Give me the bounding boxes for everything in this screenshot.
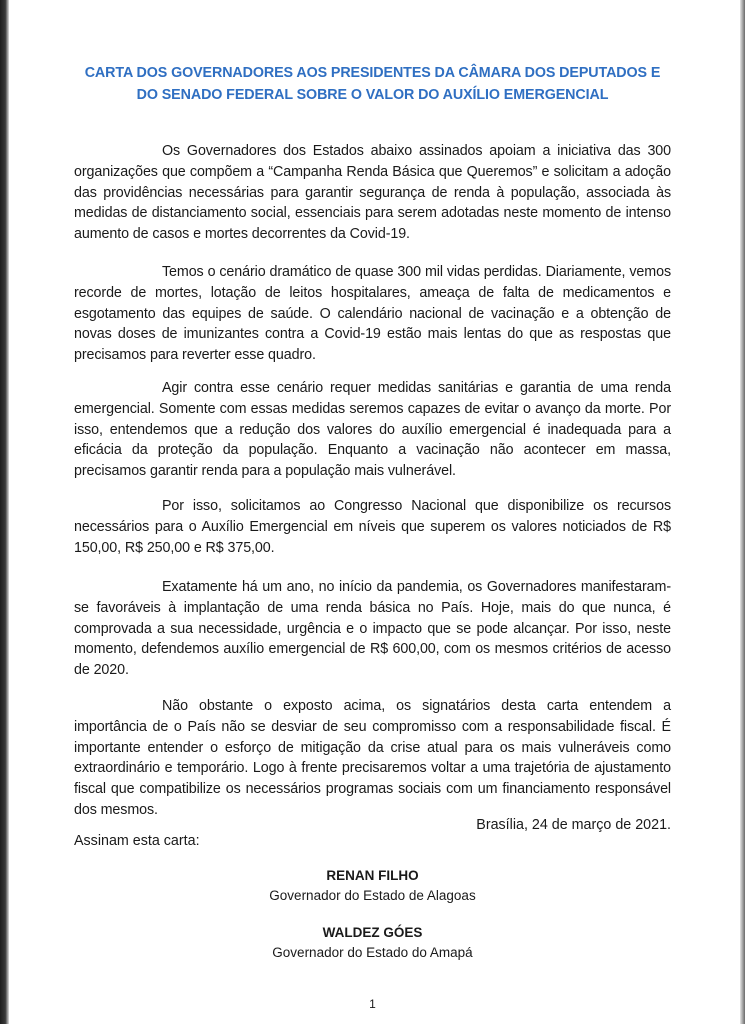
body-paragraph: Agir contra esse cenário requer medidas sanitárias e garantia de uma renda emergencial. Somente com essas medidas seremos capazes de evitar o avanço da morte. Por isso, entendemos que a redução dos valores do auxílio emergencial é inadequada para a eficácia da proteção da população. Enquanto a vacinação não acontecer em massa, precisamos garantir renda para a população mais vulnerável. xyxy=(74,380,671,480)
signer-name: RENAN FILHO xyxy=(326,868,419,883)
body-paragraph: Não obstante o exposto acima, os signatários desta carta entendem a importância de o País não se desviar de seu compromisso com a responsabilidade fiscal. É importante entender o esforço de mitigação da crise atual para os mais vulneráveis como extraordinário e temporário. Logo à frente precisaremos voltar a uma trajetória de ajustamento fiscal que compatibilize os necessários programas sociais com um financiamento responsável dos mesmos. xyxy=(74,698,671,818)
page-edge-shadow-right xyxy=(740,0,745,1024)
letter-title xyxy=(74,62,671,106)
page-edge-shadow-left xyxy=(0,0,9,1024)
signer-block xyxy=(74,923,671,963)
body-paragraph: Exatamente há um ano, no início da pandemia, os Governadores manifestaram-se favoráveis à implantação de uma renda básica no País. Hoje, mais do que nunca, é comprovada a sua necessidade, urgência e o impacto que se pode alcançar. Por isso, neste momento, defendemos auxílio emergencial de R$ 600,00, com os mesmos critérios de acesso de 2020. xyxy=(74,579,671,679)
signer-name: WALDEZ GÓES xyxy=(322,925,423,940)
signer-role: Governador do Estado do Amapá xyxy=(272,945,473,960)
body-paragraph: Por isso, solicitamos ao Congresso Nacional que disponibilize os recursos necessários para o Auxílio Emergencial em níveis que superem os valores noticiados de R$ 150,00, R$ 250,00 e R$ 375,00. xyxy=(74,498,671,556)
letter-title-line: DO SENADO FEDERAL SOBRE O VALOR DO AUXÍLIO EMERGENCIAL xyxy=(136,87,609,103)
body-paragraph: Os Governadores dos Estados abaixo assinados apoiam a iniciativa das 300 organizações que compõem a “Campanha Renda Básica que Queremos” e solicitam a adoção das providências necessárias para garantir segurança de renda à população, associada às medidas de distanciamento social, essenciais para serem adotadas neste momento de intenso aumento de casos e mortes decorrentes da Covid-19. xyxy=(74,143,671,243)
signatures-heading: Assinam esta carta: xyxy=(74,833,200,849)
letter-title-line: CARTA DOS GOVERNADORES AOS PRESIDENTES DA CÂMARA DOS DEPUTADOS E xyxy=(84,65,661,81)
place-date: Brasília, 24 de março de 2021. xyxy=(476,817,671,833)
signer-role: Governador do Estado de Alagoas xyxy=(269,888,476,903)
signer-block xyxy=(74,866,671,906)
page-number: 1 xyxy=(369,997,376,1011)
body-paragraph: Temos o cenário dramático de quase 300 mil vidas perdidas. Diariamente, vemos recorde de mortes, lotação de leitos hospitalares, ameaça de falta de medicamentos e esgotamento das equipes de saúde. O calendário nacional de vacinação e a obtenção de novas doses de imunizantes contra a Covid-19 estão mais lentas do que as respostas que precisamos para reverter esse quadro. xyxy=(74,264,671,364)
